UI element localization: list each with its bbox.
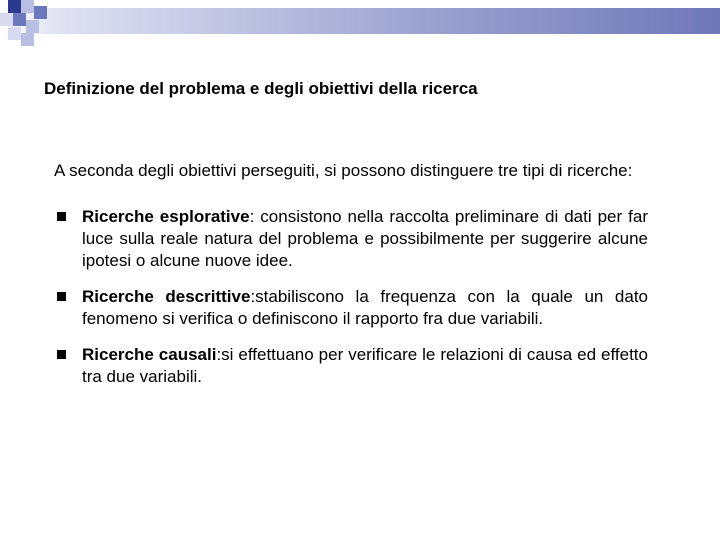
decor-square xyxy=(21,33,34,46)
bullet-list xyxy=(54,206,648,388)
slide-content xyxy=(54,160,648,402)
decor-square xyxy=(34,6,47,19)
item-term: Ricerche causali xyxy=(82,345,217,364)
item-text: :stabiliscono la frequenza con la quale un dato fenomeno si verifica o definiscono il rapporto fra due variabili. xyxy=(82,287,649,328)
decor-square xyxy=(13,13,26,26)
list-item xyxy=(54,286,648,330)
decor-square xyxy=(8,0,21,13)
square-bullet-icon xyxy=(57,212,66,221)
square-bullet-icon xyxy=(57,292,66,301)
square-bullet-icon xyxy=(57,350,66,359)
intro-text: A seconda degli obiettivi perseguiti, si possono distinguere tre tipi di ricerche: xyxy=(54,161,633,180)
slide-title: Definizione del problema e degli obiettivi della ricerca xyxy=(44,79,478,98)
header-decoration xyxy=(0,8,720,34)
list-item xyxy=(54,206,648,272)
item-text: :si effettuano per verificare le relazioni di causa ed effetto tra due variabili. xyxy=(82,345,648,386)
decor-square xyxy=(26,20,39,33)
decor-square xyxy=(21,0,34,13)
decor-square xyxy=(8,27,21,40)
item-text: : consistono nella raccolta preliminare di dati per far luce sulla reale natura del problema e possibilmente per suggerire alcune ipotesi o alcune nuove idee. xyxy=(82,207,648,270)
item-term: Ricerche esplorative xyxy=(82,207,250,226)
decor-square xyxy=(0,13,13,26)
item-term: Ricerche descrittive xyxy=(82,287,251,306)
list-item xyxy=(54,344,648,388)
